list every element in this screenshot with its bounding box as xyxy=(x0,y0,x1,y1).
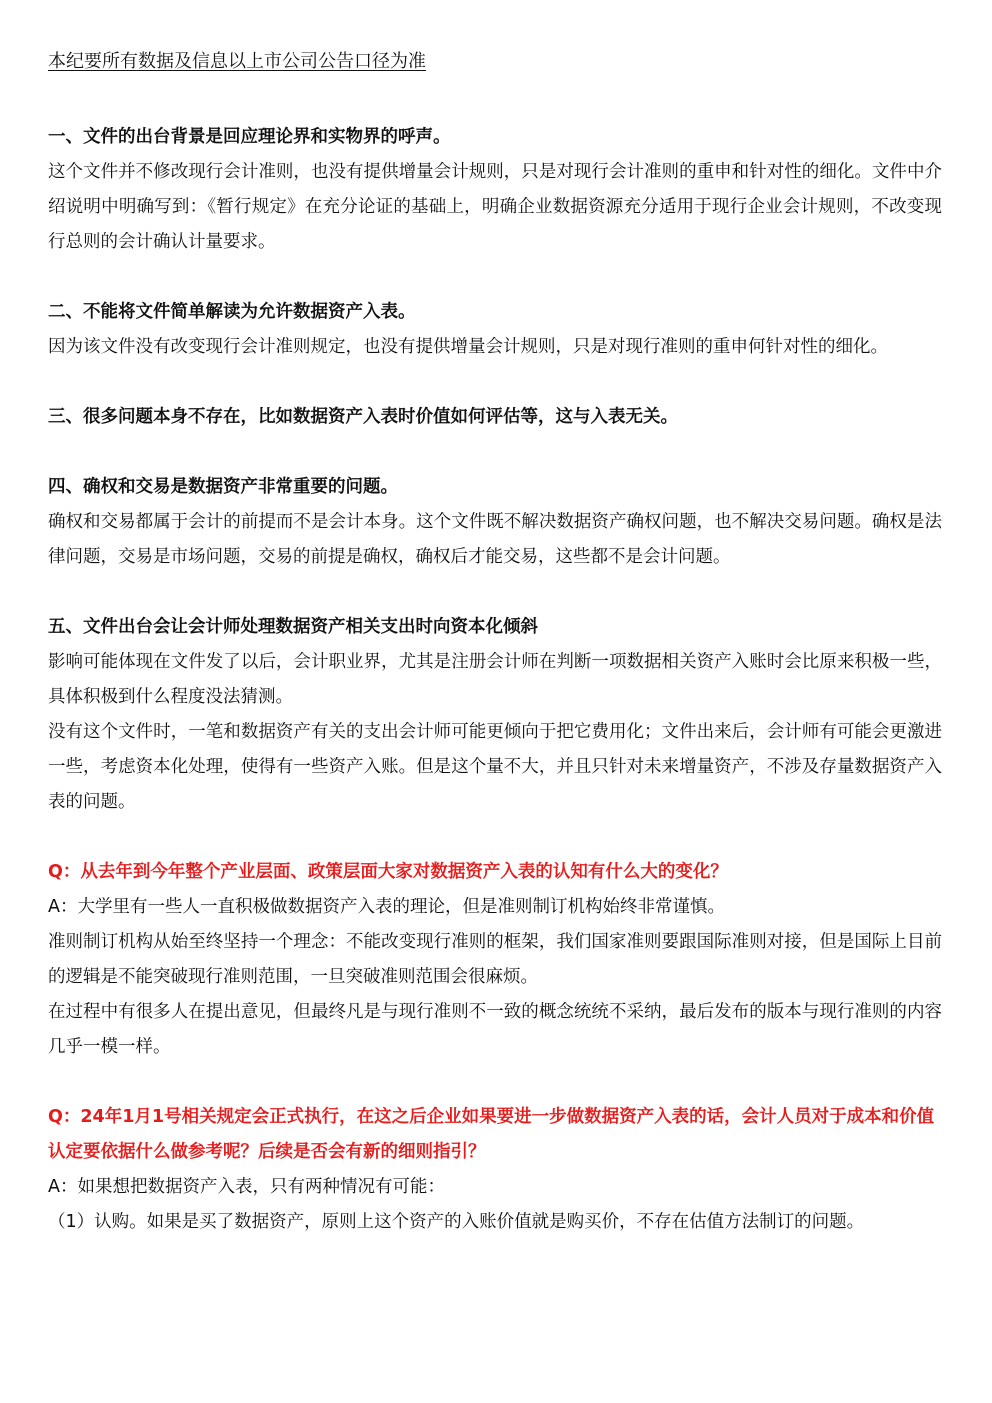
disclaimer-notice: 本纪要所有数据及信息以上市公司公告口径为准 xyxy=(48,51,426,72)
section-heading: 一、文件的出台背景是回应理论界和实物界的呼声。 xyxy=(48,127,451,147)
question-heading: Q：24年1月1号相关规定会正式执行，在这之后企业如果要进一步做数据资产入表的话，会计人员对于成本和价值认定要依据什么做参考呢？后续是否会有新的细则指引？ xyxy=(48,1107,935,1162)
answer-paragraph: 准则制订机构从始至终坚持一个理念：不能改变现行准则的框架，我们国家准则要跟国际准则对接，但是国际上目前的逻辑是不能突破现行准则范围，一旦突破准则范围会很麻烦。 xyxy=(48,932,942,987)
answer-paragraph: A：如果想把数据资产入表，只有两种情况有可能： xyxy=(48,1177,445,1197)
qa-block-1 xyxy=(48,855,942,1065)
section-paragraph: 影响可能体现在文件发了以后，会计职业界，尤其是注册会计师在判断一项数据相关资产入账时会比原来积极一些，具体积极到什么程度没法猜测。 xyxy=(48,652,942,707)
section-1 xyxy=(48,120,942,260)
section-2 xyxy=(48,295,942,365)
section-4 xyxy=(48,470,942,575)
section-heading: 二、不能将文件简单解读为允许数据资产入表。 xyxy=(48,302,416,322)
qa-block-2 xyxy=(48,1100,942,1240)
section-3 xyxy=(48,400,942,435)
section-heading: 五、文件出台会让会计师处理数据资产相关支出时向资本化倾斜 xyxy=(48,617,538,637)
section-paragraph: 确权和交易都属于会计的前提而不是会计本身。这个文件既不解决数据资产确权问题，也不解决交易问题。确权是法律问题，交易是市场问题，交易的前提是确权，确权后才能交易，这些都不是会计问题。 xyxy=(48,512,942,567)
section-heading: 三、很多问题本身不存在，比如数据资产入表时价值如何评估等，这与入表无关。 xyxy=(48,407,678,427)
section-heading: 四、确权和交易是数据资产非常重要的问题。 xyxy=(48,477,398,497)
answer-paragraph: A：大学里有一些人一直积极做数据资产入表的理论，但是准则制订机构始终非常谨慎。 xyxy=(48,897,725,917)
section-paragraph: 这个文件并不修改现行会计准则，也没有提供增量会计规则，只是对现行会计准则的重申和针对性的细化。文件中介绍说明中明确写到：《暂行规定》在充分论证的基础上，明确企业数据资源充分适用于现行企业会计规则，不改变现行总则的会计确认计量要求。 xyxy=(48,162,942,252)
section-paragraph: 因为该文件没有改变现行会计准则规定，也没有提供增量会计规则，只是对现行准则的重申何针对性的细化。 xyxy=(48,337,888,357)
section-5 xyxy=(48,610,942,820)
section-paragraph: 没有这个文件时，一笔和数据资产有关的支出会计师可能更倾向于把它费用化；文件出来后，会计师有可能会更激进一些，考虑资本化处理，使得有一些资产入账。但是这个量不大，并且只针对未来增量资产，不涉及存量数据资产入表的问题。 xyxy=(48,722,942,812)
answer-paragraph: 在过程中有很多人在提出意见，但最终凡是与现行准则不一致的概念统统不采纳，最后发布的版本与现行准则的内容几乎一模一样。 xyxy=(48,1002,942,1057)
question-heading: Q：从去年到今年整个产业层面、政策层面大家对数据资产入表的认知有什么大的变化？ xyxy=(48,862,728,882)
answer-paragraph: （1）认购。如果是买了数据资产，原则上这个资产的入账价值就是购买价，不存在估值方法制订的问题。 xyxy=(48,1212,865,1232)
